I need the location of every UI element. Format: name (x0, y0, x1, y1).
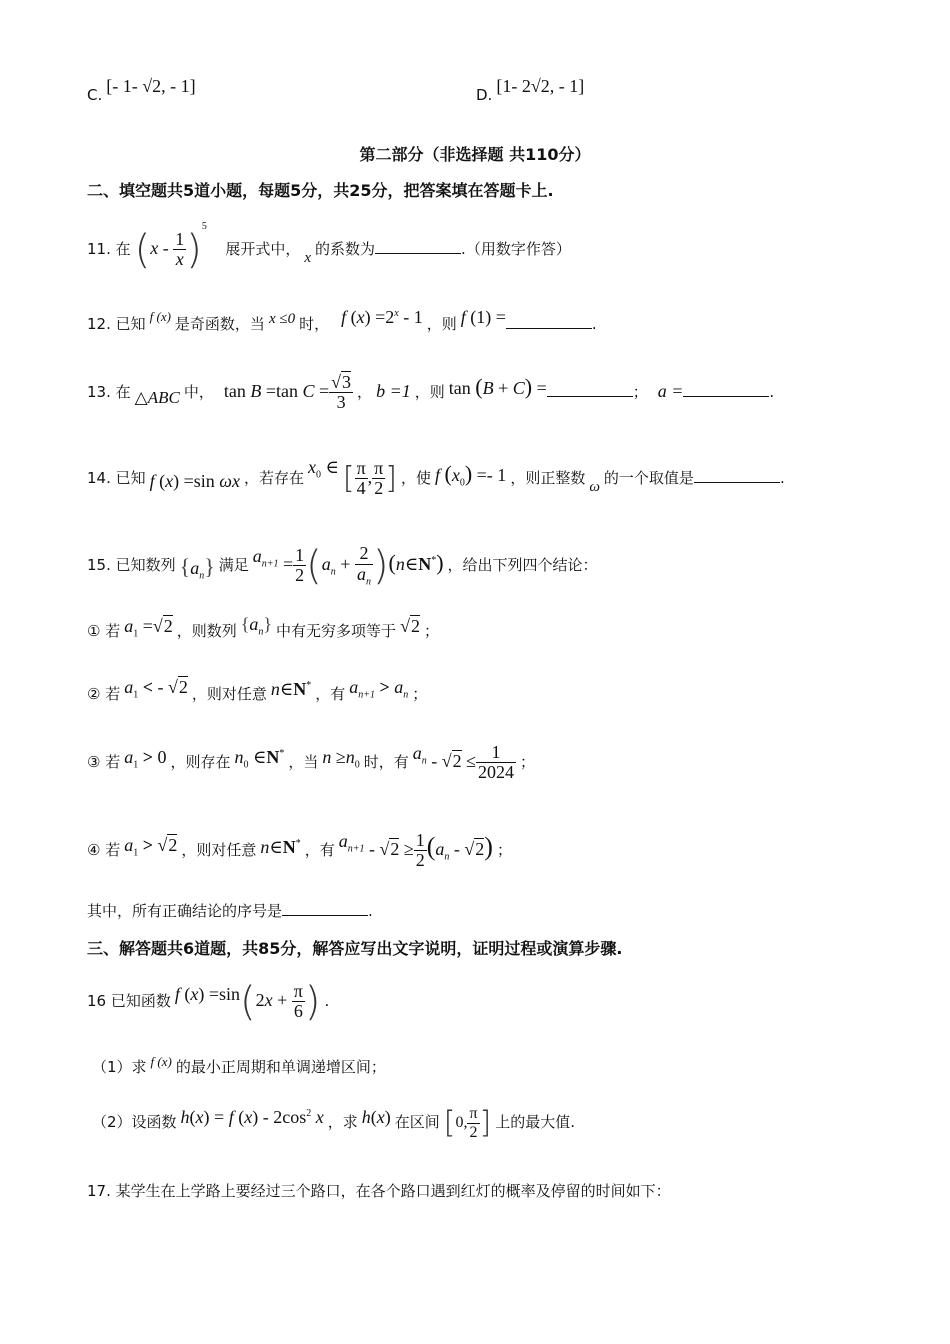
q15-c3-prefix: ③ 若 (87, 753, 121, 771)
q14-text5: . (779, 469, 785, 487)
q15-summary-end: . (368, 902, 373, 920)
q12-text2: 时， (299, 315, 330, 333)
q13-a-label: a = (657, 381, 684, 401)
q15-answer-blank[interactable] (282, 901, 368, 916)
q15-c1-condition: $a_1 =√2$ (124, 616, 173, 640)
question-14 (87, 440, 785, 512)
q12-number: 12. 已知 (87, 315, 146, 333)
q14-number: 14. 已知 (87, 469, 146, 487)
q15-c2-inequality: $a_{n+1} > a_n$ (349, 677, 409, 701)
q15-c3-text2: ，当 (288, 753, 319, 771)
q14-text1: ，若存在 (244, 469, 305, 487)
q15-c2-text2: ，有 (315, 685, 346, 703)
option-c-label: C. (87, 86, 103, 104)
q13-formula: tan B =tan C = $\frac{√3}{3}$ (223, 371, 352, 413)
q16-p2-text3: 上的最大值. (495, 1113, 576, 1131)
q15-text2: ，给出下列四个结论： (447, 556, 598, 574)
q16-function: f (x) =sin(2x + $\frac{\pi}{6}$ ) (174, 978, 321, 1025)
q11-number: 11. 在 (87, 240, 131, 258)
q13-text4: ； (632, 383, 648, 401)
question-12 (87, 300, 597, 340)
q14-interval: [ $\frac{\pi}{4}$ , $\frac{\pi}{2}$ ] (342, 457, 397, 499)
q15-c2-prefix: ② 若 (87, 685, 121, 703)
q15-c2-text3: ； (412, 685, 428, 703)
q15-c1-text3: ； (423, 622, 439, 640)
q14-text3: ，则正整数 (510, 469, 586, 487)
q15-c3-text4: ； (520, 753, 536, 771)
q12-condition: x ≤0 (268, 311, 296, 327)
q15-sequence: $\{a_n\}$ (179, 554, 215, 582)
option-d-label: D. (476, 86, 493, 104)
option-d-value: [1- 2√2, - 1] (496, 76, 585, 96)
option-c-value: [- 1- √2, - 1] (106, 76, 196, 96)
q15-c1-prefix: ① 若 (87, 622, 121, 640)
question-11 (87, 215, 571, 275)
q15-conclusion-1 (87, 610, 439, 650)
q15-c4-prefix: ④ 若 (87, 841, 121, 859)
q16-part-1 (92, 1056, 386, 1077)
question-13 (87, 358, 774, 422)
q12-fx: f (x) (149, 309, 171, 324)
q15-conclusion-3 (87, 728, 535, 788)
q15-summary (87, 900, 373, 921)
q15-c2-condition: $a_1$ < - √2 (124, 677, 188, 701)
q16-p1-prefix: （1）求 (92, 1058, 147, 1076)
q14-condition: f $(x_0) =- 1$ (434, 461, 507, 489)
q15-c3-n-ge-n0: $n \ge n_0$ (322, 747, 360, 771)
option-d (476, 76, 585, 105)
part-two-title: 第二部分（非选择题 共110分） (359, 145, 591, 164)
q15-c4-text3: ； (496, 841, 512, 859)
q13-answer-blank-1[interactable] (547, 382, 633, 397)
q15-c4-inequality: $a_{n+1} - √2$ ≥ $\frac{1}{2}$ $(a_n - √2)$ (338, 829, 493, 871)
q15-c3-n0-in-N: $n_0$ ∈N* (234, 747, 285, 771)
q15-recurrence: $a_{n+1}$ = $\frac{1}{2}$ ($a_n$ + $\frac{2}{a_n}$ )(n∈N*) (252, 542, 444, 589)
q14-text2: ，使 (400, 469, 431, 487)
q15-c4-text1: ，则对任意 (181, 841, 257, 859)
q16-p2-interval: [0, $\frac{\pi}{2}$ ] (443, 1105, 492, 1141)
q11-text1: 展开式中， (225, 240, 301, 258)
q15-conclusion-2 (87, 670, 427, 710)
q15-c3-text3: 时，有 (363, 753, 409, 771)
q11-var: x (304, 250, 312, 266)
q13-number: 13. 在 (87, 383, 131, 401)
q16-p1-text: 的最小正周期和单调递增区间； (175, 1058, 386, 1076)
q15-c3-inequality: $a_n - √2$ ≤ $\frac{1}{2024}$ (412, 741, 515, 783)
q16-p2-text2: 在区间 (394, 1113, 440, 1131)
q16-p2-h: h(x) (361, 1107, 391, 1127)
q14-x0-in: $x_0$ ∈ (308, 457, 339, 481)
q16-part-2 (92, 1092, 575, 1144)
q15-c1-sequence: $\{a_n\}$ (240, 614, 273, 638)
q11-text3: .（用数字作答） (461, 240, 571, 258)
q15-number: 15. 已知数列 (87, 556, 176, 574)
section3-heading: 三、解答题共6道题，共85分，解答应写出文字说明，证明过程或演算步骤. (87, 939, 623, 958)
q15-c3-text1: ，则存在 (170, 753, 231, 771)
q15-c4-text2: ，有 (304, 841, 335, 859)
q13-b-value: b =1 (376, 381, 411, 401)
q15-summary-text: 其中，所有正确结论的序号是 (87, 902, 283, 920)
q12-answer-blank[interactable] (506, 314, 592, 329)
q15-c1-text2: 中有无穷多项等于 (276, 622, 397, 640)
q13-text3: ，则 (414, 383, 445, 401)
question-17: 17. 某学生在上学路上要经过三个路口，在各个路口遇到红灯的概率及停留的时间如下： (87, 1182, 671, 1200)
q13-answer-blank-2[interactable] (683, 382, 769, 397)
q16-p1-fx: f (x) (150, 1054, 172, 1069)
q15-conclusion-4 (87, 814, 512, 878)
q14-omega: ω (589, 479, 600, 495)
q15-c2-text1: ，则对任意 (191, 685, 267, 703)
q14-text4: 的一个取值是 (603, 469, 694, 487)
q13-text1: 中， (183, 383, 214, 401)
q16-end: . (324, 992, 330, 1010)
question-15 (87, 528, 598, 594)
section2-heading: 二、填空题共5道小题，每题5分，共25分，把答案填在答题卡上. (87, 181, 554, 200)
q16-p2-prefix: （2）设函数 (92, 1113, 177, 1131)
q16-number: 16 已知函数 (87, 992, 171, 1010)
option-c (87, 76, 196, 105)
q16-p2-hx: h(x) = f $(x) - 2\cos^2$ x (180, 1107, 324, 1127)
q15-c1-text1: ，则数列 (176, 622, 237, 640)
q13-triangle: △ABC (134, 388, 180, 407)
q11-binomial: (x - $\frac{1}{x}$ )$^5$ (134, 221, 207, 273)
q15-c1-sqrt2: √2 (400, 616, 420, 636)
q16-p2-text1: ，求 (327, 1113, 358, 1131)
q12-text4: . (591, 315, 597, 333)
q14-answer-blank[interactable] (694, 468, 780, 483)
q11-answer-blank[interactable] (375, 239, 461, 254)
q15-c4-condition: $a_1 > √2$ (124, 835, 178, 859)
q11-text2: 的系数为 (315, 240, 376, 258)
q15-text1: 满足 (218, 556, 249, 574)
q13-text2: ， (357, 383, 373, 401)
q14-function: f (x) =sin ωx (149, 471, 240, 491)
q15-c2-n-in-N: n∈N* (270, 679, 312, 699)
q12-f1: f (1) = (460, 307, 506, 327)
q15-c4-n-in-N: n∈N* (260, 837, 301, 857)
q13-text5: . (769, 383, 775, 401)
q12-formula: f $(x) =2^x - 1$ (341, 307, 423, 327)
question-16 (87, 970, 329, 1030)
q12-text1: 是奇函数，当 (174, 315, 265, 333)
q15-c3-condition: $a_1 > 0$ (124, 747, 167, 771)
q12-text3: ，则 (426, 315, 457, 333)
q13-tan-sum: tan (B + C) = (448, 374, 547, 399)
